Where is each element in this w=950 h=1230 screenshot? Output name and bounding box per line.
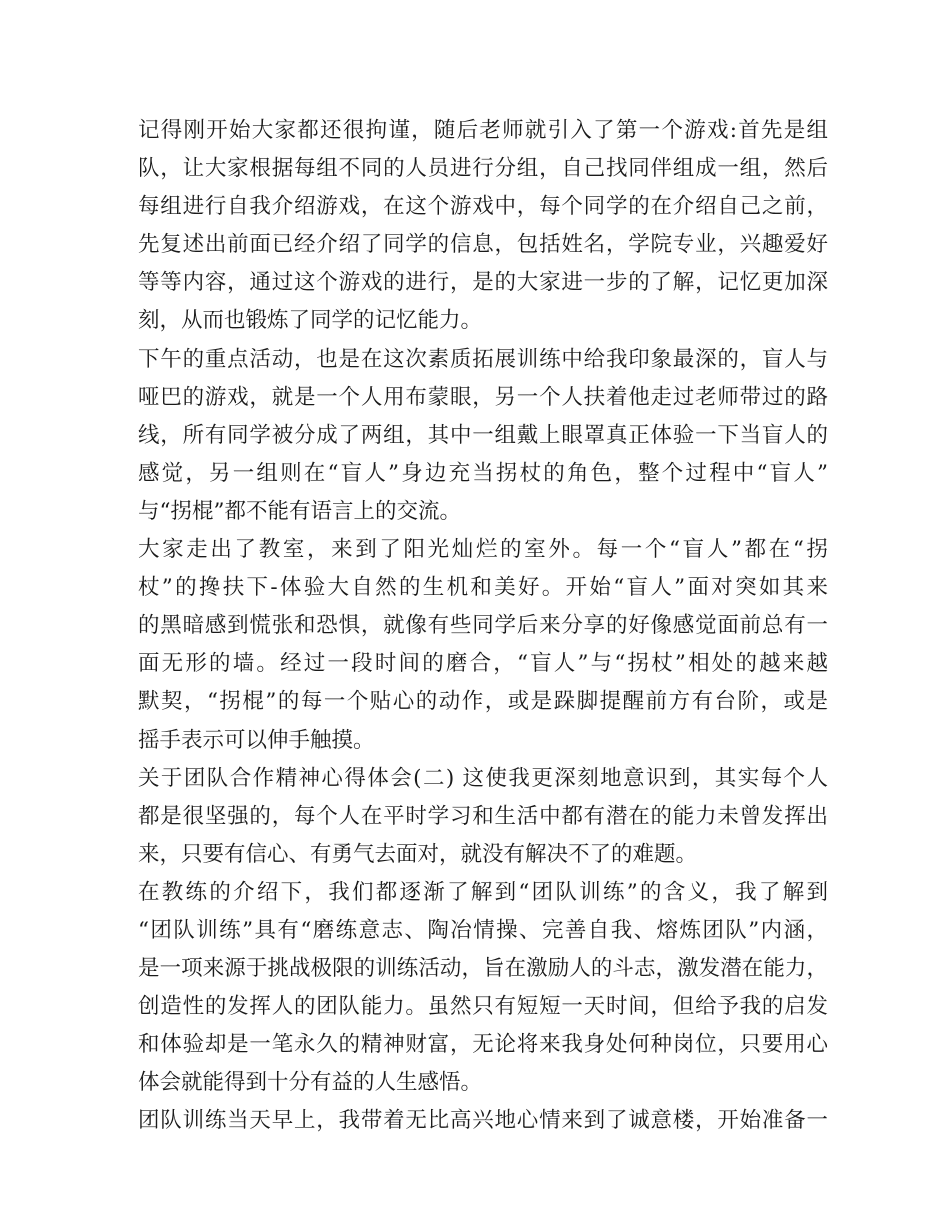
document-body (138, 112, 828, 1141)
text-line: 创造性的发挥人的团队能力。虽然只有短短一天时间，但给予我的启发 (138, 994, 828, 1020)
text-line: 默契，“拐棍”的每一个贴心的动作，或是跺脚提醒前方有台阶，或是 (138, 689, 828, 715)
text-line: 是一项来源于挑战极限的训练活动，旨在激励人的斗志，激发潜在能力， (138, 956, 828, 982)
text-line: 来，只要有信心、有勇气去面对，就没有解决不了的难题。 (138, 841, 698, 867)
text-line: 哑巴的游戏，就是一个人用布蒙眼，另一个人扶着他走过老师带过的路 (138, 384, 828, 410)
text-line: 的黑暗感到慌张和恐惧，就像有些同学后来分享的好像感觉面前总有一 (138, 613, 828, 639)
paragraph-6 (138, 1102, 828, 1140)
text-line: 刻，从而也锻炼了同学的记忆能力。 (138, 308, 483, 334)
text-line: 大家走出了教室，来到了阳光灿烂的室外。每一个“盲人”都在“拐 (138, 537, 828, 563)
text-line: 体会就能得到十分有益的人生感悟。 (138, 1070, 483, 1096)
text-line: 等等内容，通过这个游戏的进行，是的大家进一步的了解，记忆更加深 (138, 270, 828, 296)
text-line: 摇手表示可以伸手触摸。 (138, 727, 375, 753)
paragraph-1 (138, 112, 828, 341)
text-line: 队，让大家根据每组不同的人员进行分组，自己找同伴组成一组，然后 (138, 156, 828, 182)
paragraph-4 (138, 760, 828, 874)
text-line: 下午的重点活动，也是在这次素质拓展训练中给我印象最深的，盲人与 (138, 346, 828, 372)
paragraph-5 (138, 874, 828, 1103)
paragraph-2 (138, 341, 828, 531)
text-line: 团队训练当天早上，我带着无比高兴地心情来到了诚意楼，开始准备一 (138, 1108, 828, 1134)
text-line: 面无形的墙。经过一段时间的磨合，“盲人”与“拐杖”相处的越来越 (138, 651, 828, 677)
text-line: “团队训练”具有“磨练意志、陶冶情操、完善自我、熔炼团队”内涵， (138, 917, 828, 943)
text-line: 每组进行自我介绍游戏，在这个游戏中，每个同学的在介绍自己之前， (138, 194, 828, 220)
text-line: 先复述出前面已经介绍了同学的信息，包括姓名，学院专业，兴趣爱好 (138, 232, 828, 258)
text-line: 线，所有同学被分成了两组，其中一组戴上眼罩真正体验一下当盲人的 (138, 422, 828, 448)
paragraph-3 (138, 531, 828, 760)
text-line: 在教练的介绍下，我们都逐渐了解到“团队训练”的含义，我了解到 (138, 879, 828, 905)
text-line: 与“拐棍”都不能有语言上的交流。 (138, 498, 461, 524)
text-line: 和体验却是一笔永久的精神财富，无论将来我身处何种岗位，只要用心 (138, 1032, 828, 1058)
text-line: 感觉，另一组则在“盲人”身边充当拐杖的角色，整个过程中“盲人” (138, 460, 828, 486)
text-line: 杖”的搀扶下-体验大自然的生机和美好。开始“盲人”面对突如其来 (138, 575, 828, 601)
text-line: 都是很坚强的，每个人在平时学习和生活中都有潜在的能力未曾发挥出 (138, 803, 828, 829)
text-line: 关于团队合作精神心得体会(二) 这使我更深刻地意识到，其实每个人 (138, 765, 828, 791)
text-line: 记得刚开始大家都还很拘谨，随后老师就引入了第一个游戏:首先是组 (138, 118, 828, 143)
